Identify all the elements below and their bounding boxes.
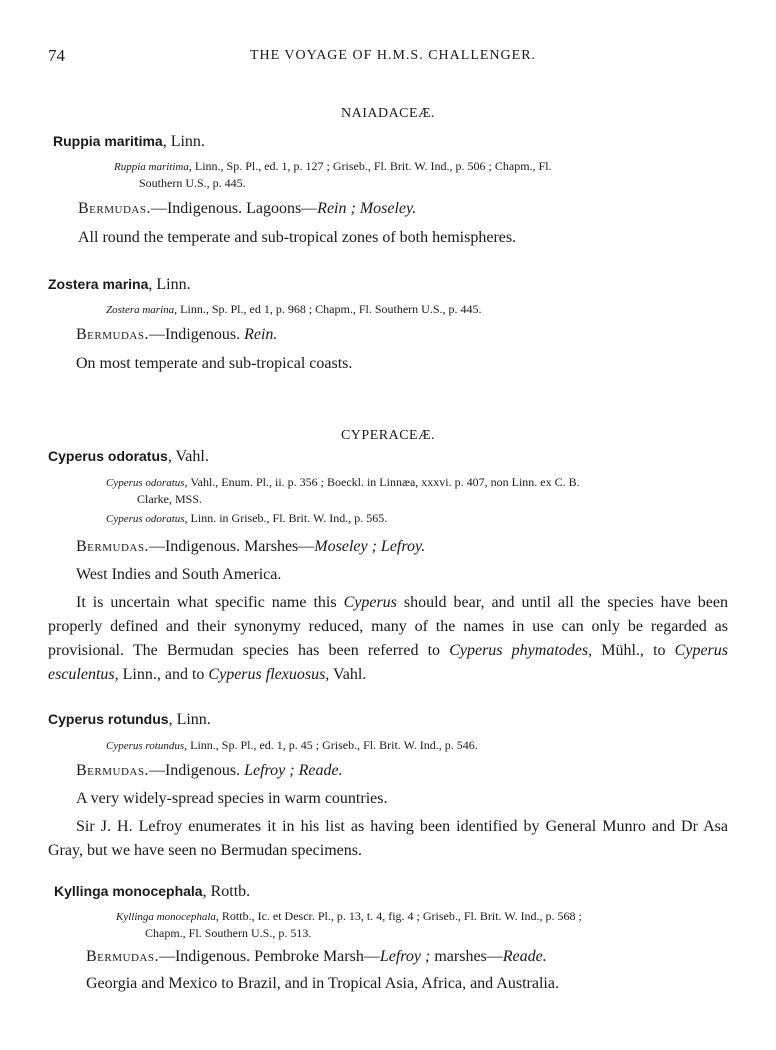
reference-species: Ruppia maritima (114, 161, 189, 173)
locality-status: —Indigenous. (148, 762, 245, 779)
locality-label: Bermudas. (86, 948, 159, 965)
locality-collector: Reade. (502, 948, 547, 965)
species-heading-cyperus-odoratus (48, 448, 209, 466)
species-name: Ruppia maritima (53, 133, 163, 149)
reference-line (106, 474, 580, 492)
locality-line (76, 762, 343, 780)
locality-label: Bermudas. (76, 538, 149, 555)
locality-status: —Indigenous. Marshes— (148, 538, 315, 555)
note-taxon: Cyperus esculentus, (48, 642, 728, 683)
distribution-line: West Indies and South America. (76, 566, 282, 583)
note-text: It is uncertain what specific name this (76, 594, 344, 611)
species-heading-ruppia (53, 133, 205, 151)
reference-line (106, 737, 478, 755)
locality-status: —Indigenous. (148, 326, 245, 343)
page-number: 74 (48, 46, 65, 65)
reference-text: , Linn., Sp. Pl., ed. 1, p. 45 ; Griseb., Fl. Brit. W. Ind., p. 546. (184, 738, 478, 752)
species-heading-zostera (48, 276, 191, 294)
locality-status: —Indigenous. Lagoons— (150, 200, 318, 217)
locality-line (78, 200, 416, 218)
species-heading-cyperus-rotundus (48, 711, 211, 729)
species-authority: , Linn. (148, 276, 191, 293)
species-authority: , Rottb. (202, 883, 251, 900)
locality-label: Bermudas. (78, 200, 151, 217)
running-title: THE VOYAGE OF H.M.S. CHALLENGER. (249, 48, 537, 63)
species-name: Cyperus odoratus (48, 448, 168, 464)
distribution-line: On most temperate and sub-tropical coasts. (76, 355, 353, 372)
family-heading-cyperaceae: CYPERACEÆ. (340, 428, 436, 443)
reference-species: Zostera marina (106, 304, 175, 316)
reference-line: Chapm., Fl. Southern U.S., p. 513. (145, 926, 312, 940)
reference-species: Kyllinga monocephala (116, 911, 216, 923)
species-heading-kyllinga (54, 883, 250, 901)
species-authority: , Vahl. (167, 448, 209, 465)
note-text: Vahl. (329, 666, 367, 683)
reference-line (114, 158, 552, 176)
note-text: should bear, and until all the species have been properly defined and their synonymy reduced, many of the names in use can only be regarded as provisional. The Bermudan species has been referred to (48, 594, 728, 659)
locality-status: —Indigenous. Pembroke Marsh— (158, 948, 380, 965)
locality-collectors: Moseley ; Lefroy. (314, 538, 426, 555)
note-text: Mühl., to (592, 642, 675, 659)
reference-species: Cyperus odoratus (106, 477, 185, 489)
reference-line: Clarke, MSS. (137, 492, 203, 506)
locality-text: marshes— (430, 948, 503, 965)
locality-label: Bermudas. (76, 762, 149, 779)
reference-line: Southern U.S., p. 445. (139, 176, 246, 190)
reference-line (116, 908, 582, 926)
locality-collectors: Rein ; Moseley. (317, 200, 417, 217)
distribution-line: All round the temperate and sub-tropical zones of both hemispheres. (78, 229, 517, 246)
distribution-line: A very widely-spread species in warm countries. (76, 790, 388, 807)
reference-text: , Linn. in Griseb., Fl. Brit. W. Ind., p. 565. (184, 511, 388, 525)
locality-collector: Lefroy ; (379, 948, 431, 965)
locality-line (76, 538, 425, 556)
locality-line (76, 326, 277, 344)
reference-text: , Rottb., Ic. et Descr. Pl., p. 13, t. 4, fig. 4 ; Griseb., Fl. Brit. W. Ind., p. 568 ; (215, 909, 582, 923)
note-paragraph (48, 591, 728, 687)
reference-text: , Linn., Sp. Pl., ed. 1, p. 127 ; Griseb., Fl. Brit. W. Ind., p. 506 ; Chapm., Fl. (188, 159, 552, 173)
locality-collectors: Rein. (244, 326, 278, 343)
distribution-line: Georgia and Mexico to Brazil, and in Tropical Asia, Africa, and Australia. (86, 975, 559, 992)
reference-species: Cyperus rotundus (106, 740, 185, 752)
page-header (48, 46, 738, 68)
locality-line (86, 948, 547, 966)
species-authority: , Linn. (162, 133, 205, 150)
locality-collectors: Lefroy ; Reade. (244, 762, 343, 779)
note-paragraph: Sir J. H. Lefroy enumerates it in his list as having been identified by General Munro and Dr Asa Gray, but we have seen no Bermudan specimens. (48, 818, 728, 859)
species-authority: , Linn. (168, 711, 211, 728)
note-taxon: Cyperus (343, 594, 397, 611)
reference-text: , Vahl., Enum. Pl., ii. p. 356 ; Boeckl. in Linnæa, xxxvi. p. 407, non Linn. ex C. B. (184, 475, 580, 489)
note-taxon: Cyperus phymatodes, (449, 642, 593, 659)
species-name: Zostera marina (48, 276, 149, 292)
family-heading-naiadaceae: NAIADACEÆ. (340, 106, 436, 121)
reference-text: , Linn., Sp. Pl., ed 1, p. 968 ; Chapm., Fl. Southern U.S., p. 445. (174, 302, 482, 316)
note-taxon: Cyperus flexuosus, (208, 666, 330, 683)
species-name: Cyperus rotundus (48, 711, 169, 727)
locality-label: Bermudas. (76, 326, 149, 343)
reference-species: Cyperus odoratus (106, 513, 185, 525)
species-name: Kyllinga monocephala (54, 883, 203, 899)
reference-line (106, 510, 387, 528)
reference-line (106, 301, 482, 319)
note-text: Linn., and to (118, 666, 209, 683)
